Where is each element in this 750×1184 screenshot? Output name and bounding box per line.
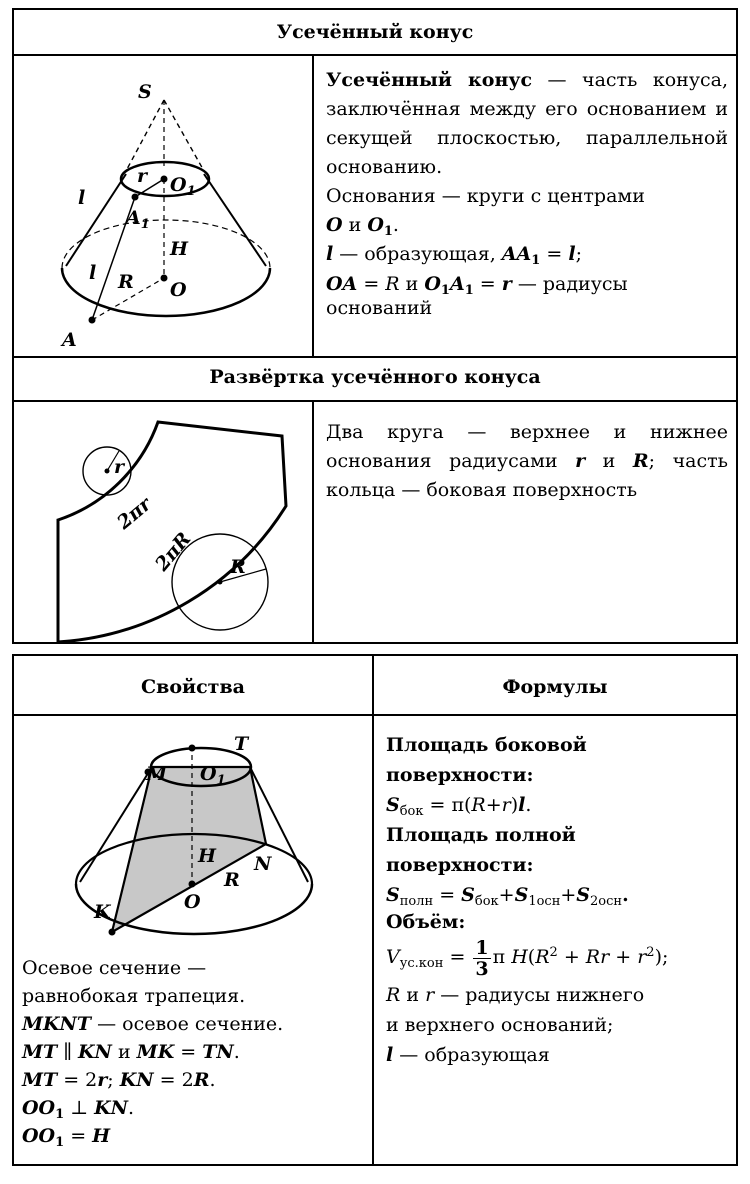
note-3: l — образующая xyxy=(386,1044,550,1066)
label-O1: $O_1$ xyxy=(200,763,226,788)
divider xyxy=(312,54,314,356)
dev-label-R: R xyxy=(230,556,246,578)
label-O: O xyxy=(170,279,187,301)
label-H: H xyxy=(170,238,188,260)
note-2: и верхнего оснований; xyxy=(386,1014,614,1036)
property-7: $OO_1 = H$ xyxy=(22,1125,111,1150)
volume-title: Объём: xyxy=(386,911,466,933)
label-O: O xyxy=(184,891,201,913)
label-A1: $A_1$ xyxy=(126,207,150,232)
properties-title: Свойства xyxy=(141,676,245,698)
label-K: K xyxy=(94,901,111,923)
development-text: Два круга — верхнее и нижнее основания радиусами r и R; часть кольца — боковая поверхность xyxy=(326,421,729,501)
side-area-title: Площадь боковой поверхности: xyxy=(386,734,587,786)
ring-sector xyxy=(58,422,286,642)
frustum-title: Усечённый конус xyxy=(276,21,474,43)
property-1: Осевое сечение — xyxy=(22,957,207,979)
dev-label-r: r xyxy=(114,456,125,478)
full-area-formula: $S_{полн} = S_{бок}+S_{1осн}+S_{2осн}$. xyxy=(386,884,629,909)
full-area-title: Площадь полной поверхности: xyxy=(386,824,576,876)
definition-text: Усечённый конус — часть конуса, заключённая между его основанием и секущей плоскостью, параллельной основанию. xyxy=(326,69,729,178)
label-l-left: l xyxy=(89,262,97,284)
bases-text: Основания — круги с центрами O и $O_1$. xyxy=(326,185,645,239)
label-R: R xyxy=(118,271,134,293)
property-3: MKNT — осевое сечение. xyxy=(22,1013,284,1035)
volume-formula: $V_{ус.кон}$ = $\frac{1}{3}$ π $H(R^2 + Rr + r^2)$; xyxy=(386,936,669,980)
formulas-list xyxy=(386,730,732,1070)
development-figure xyxy=(14,402,310,642)
divider xyxy=(372,656,374,1164)
note-1: R и r — радиусы нижнего xyxy=(386,984,645,1006)
radii-text: OA = R и $O_1A_1 = r$ — радиусы оснований xyxy=(326,273,628,319)
label-N: N xyxy=(254,853,272,875)
dev-label-2piR: 2πR xyxy=(150,528,196,576)
development-title: Развёртка усечённого конуса xyxy=(209,366,541,388)
frustum-figure xyxy=(14,56,310,354)
frustum-table xyxy=(12,8,738,644)
label-O1: $O_1$ xyxy=(170,174,196,199)
label-T: T xyxy=(234,733,249,755)
label-A: A xyxy=(62,329,77,351)
label-M: M xyxy=(146,763,168,785)
label-r: r xyxy=(137,165,148,187)
definition-block xyxy=(326,66,728,320)
dev-label-2pir: 2πr xyxy=(113,493,156,534)
property-2: равнобокая трапеция. xyxy=(22,985,246,1007)
divider xyxy=(312,400,314,642)
label-R: R xyxy=(224,869,240,891)
label-H: H xyxy=(198,845,216,867)
fraction: $\frac{1}{3}$ xyxy=(475,936,489,980)
properties-list xyxy=(22,954,368,1150)
label-S: S xyxy=(138,81,152,103)
formulas-title: Формулы xyxy=(502,676,608,698)
side-area-formula: $S_{бок} = \pi(R+r)l$. xyxy=(386,794,532,819)
property-4: MT ∥ KN и MK = TN. xyxy=(22,1041,240,1063)
property-6: $OO_1$ ⊥ KN. xyxy=(22,1097,135,1122)
section-figure xyxy=(14,716,370,966)
divider xyxy=(14,356,736,358)
properties-table xyxy=(12,654,738,1166)
property-5: MT = 2r; KN = 2R. xyxy=(22,1069,216,1091)
label-l-top: l xyxy=(78,187,86,209)
generatrix-text: l — образующая, $AA_1 = l$; xyxy=(326,243,582,268)
